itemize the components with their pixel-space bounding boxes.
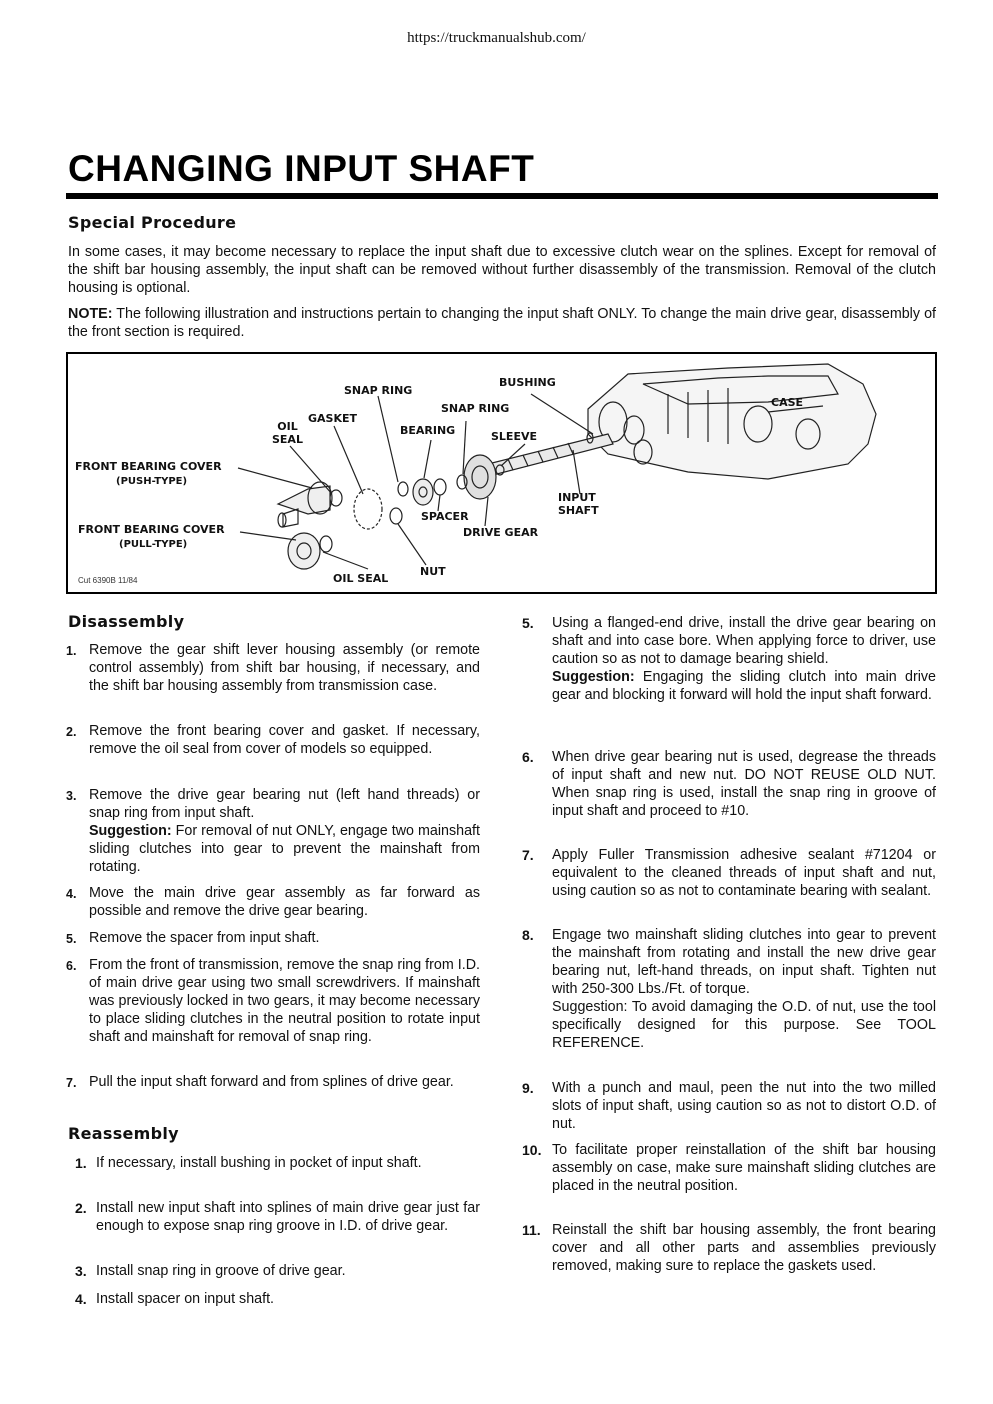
step-text: If necessary, install bushing in pocket of input shaft. (96, 1155, 422, 1171)
label-snap-ring-2: SNAP RING (441, 402, 510, 415)
label-oil-seal-bottom: OIL SEAL (333, 572, 389, 585)
label-push-type: (PUSH-TYPE) (116, 476, 188, 487)
special-procedure-heading: Special Procedure (68, 213, 237, 232)
label-drive-gear: DRIVE GEAR (463, 526, 539, 539)
source-url: https://truckmanualshub.com/ (407, 30, 586, 46)
label-gasket: GASKET (308, 412, 358, 425)
label-input-shaft: INPUT SHAFT (558, 491, 599, 517)
step-number: 1. (75, 1155, 87, 1171)
suggestion-label: Suggestion: (89, 823, 172, 839)
step-number: 3. (75, 1263, 87, 1279)
step-number: 2. (75, 1200, 87, 1216)
label-nut: NUT (420, 565, 446, 578)
step-number: 6. (522, 749, 534, 765)
label-sleeve: SLEEVE (491, 430, 537, 443)
step-number: 3. (66, 789, 77, 803)
reassembly-list-left (66, 0, 480, 1404)
reassembly-step-5 (522, 614, 936, 704)
label-front-cover-push: FRONT BEARING COVER (75, 460, 222, 473)
figure-cut-number: Cut 6390B 11/84 (78, 576, 138, 585)
label-spacer: SPACER (421, 510, 469, 523)
step-text: With a punch and maul, peen the nut into the two milled slots of input shaft, using caution so as not to distort O.D. of nut. (552, 1080, 936, 1132)
reassembly-heading: Reassembly (68, 1124, 179, 1143)
step-text: Remove the front bearing cover and gasket. If necessary, remove the oil seal from cover of models so equipped. (89, 723, 480, 757)
label-bushing: BUSHING (499, 376, 556, 389)
reassembly-step-6 (522, 748, 936, 820)
step-text: Apply Fuller Transmission adhesive sealant #71204 or equivalent to the cleaned threads of input shaft and nut, using caution so as not to contaminate bearing with sealant. (552, 847, 936, 899)
suggestion-text: For removal of nut ONLY, engage two mainshaft sliding clutches into gear to prevent the mainshaft from rotating. (89, 823, 480, 875)
reassembly-step-10 (522, 1141, 936, 1195)
step-number: 4. (75, 1291, 87, 1307)
reassembly-step-3 (66, 1262, 480, 1280)
step-number: 10. (522, 1142, 542, 1158)
label-snap-ring-1: SNAP RING (344, 384, 413, 397)
label-oil-seal-top: OIL SEAL (272, 420, 303, 446)
suggestion-label: Suggestion: (552, 669, 635, 685)
step-suggestion (522, 668, 936, 704)
label-front-cover-pull: FRONT BEARING COVER (78, 523, 225, 536)
reassembly-step-9 (522, 1079, 936, 1133)
step-number: 5. (522, 615, 534, 631)
step-text: Remove the gear shift lever housing assembly (or remote control assembly) from shift bar housing, if necessary, and the shift bar housing assembly from transmission case. (89, 642, 480, 694)
label-case: CASE (771, 396, 804, 409)
reassembly-step-8 (522, 926, 936, 1052)
reassembly-step-11 (522, 1221, 936, 1275)
intro-paragraph: In some cases, it may become necessary to replace the input shaft due to excessive clutch wear on the splines. Except for removal of the shift bar housing assembly, the input shaft can be removed without further disassembly of the transmission. Removal of the clutch housing is optional. (68, 244, 936, 296)
step-number: 1. (66, 644, 77, 658)
step-number: 4. (66, 887, 77, 901)
step-text: Install new input shaft into splines of main drive gear just far enough to expose snap ring groove in I.D. of drive gear. (96, 1200, 480, 1234)
step-number: 2. (66, 725, 77, 739)
disassembly-heading: Disassembly (68, 612, 185, 631)
label-bearing: BEARING (400, 424, 456, 437)
step-text: Using a flanged-end drive, install the drive gear bearing on shaft and into case bore. When applying force to driver, use caution so as not to damage bearing shield. (552, 615, 936, 667)
step-suggestion: Suggestion: To avoid damaging the O.D. of nut, use the tool specifically designed for this purpose. See TOOL REFERENCE. (552, 999, 936, 1051)
step-number: 8. (522, 927, 534, 943)
step-number: 11. (522, 1222, 541, 1238)
step-text: Move the main drive gear assembly as far forward as possible and remove the drive gear bearing. (89, 885, 480, 919)
page-title: CHANGING INPUT SHAFT (68, 148, 535, 189)
step-number: 5. (66, 932, 77, 946)
step-text: From the front of transmission, remove the snap ring from I.D. of main drive gear using two small screwdrivers. If mainshaft was previously locked in two gears, it may become necessary to place sliding clutches in the neutral position to rotate input shaft and mainshaft for removal of snap ring. (89, 957, 480, 1045)
step-text: Install snap ring in groove of drive gear. (96, 1263, 346, 1279)
note-label: NOTE: (68, 306, 113, 322)
step-text: Install spacer on input shaft. (96, 1291, 275, 1307)
reassembly-step-7 (522, 846, 936, 900)
step-text: Reinstall the shift bar housing assembly, the front bearing cover and all other parts and assemblies previously removed, making sure to replace the gaskets used. (552, 1222, 936, 1274)
label-pull-type: (PULL-TYPE) (119, 539, 188, 550)
step-number: 7. (522, 847, 534, 863)
step-number: 9. (522, 1080, 534, 1096)
note-text: The following illustration and instructions pertain to changing the input shaft ONLY. To change the main drive gear, disassembly of the front section is required. (68, 306, 936, 340)
step-text: Remove the spacer from input shaft. (89, 930, 320, 946)
reassembly-step-2 (66, 1199, 480, 1235)
step-text: Pull the input shaft forward and from splines of drive gear. (89, 1074, 454, 1090)
reassembly-list-right (522, 0, 936, 1404)
step-text: To facilitate proper reinstallation of the shift bar housing assembly on case, make sure mainshaft sliding clutches are placed in the neutral position. (552, 1142, 936, 1194)
reassembly-step-4 (66, 1290, 480, 1308)
step-number: 7. (66, 1076, 77, 1090)
reassembly-step-1 (66, 1154, 480, 1172)
suggestion-text: Engaging the sliding clutch into main drive gear and blocking it forward will hold the input shaft forward. (552, 669, 936, 703)
step-text: Engage two mainshaft sliding clutches into gear to prevent the mainshaft from rotating and install the new drive gear bearing nut, left-hand threads, on input shaft. Tighten nut with 250-300 Lbs./Ft. of torque. (552, 927, 936, 997)
step-number: 6. (66, 959, 77, 973)
step-text: Remove the drive gear bearing nut (left hand threads) or snap ring from input shaft. (89, 787, 480, 821)
step-text: When drive gear bearing nut is used, degrease the threads of input shaft and new nut. DO NOT REUSE OLD NUT. When snap ring is used, install the snap ring in groove of input shaft and proceed to #10. (552, 749, 936, 819)
